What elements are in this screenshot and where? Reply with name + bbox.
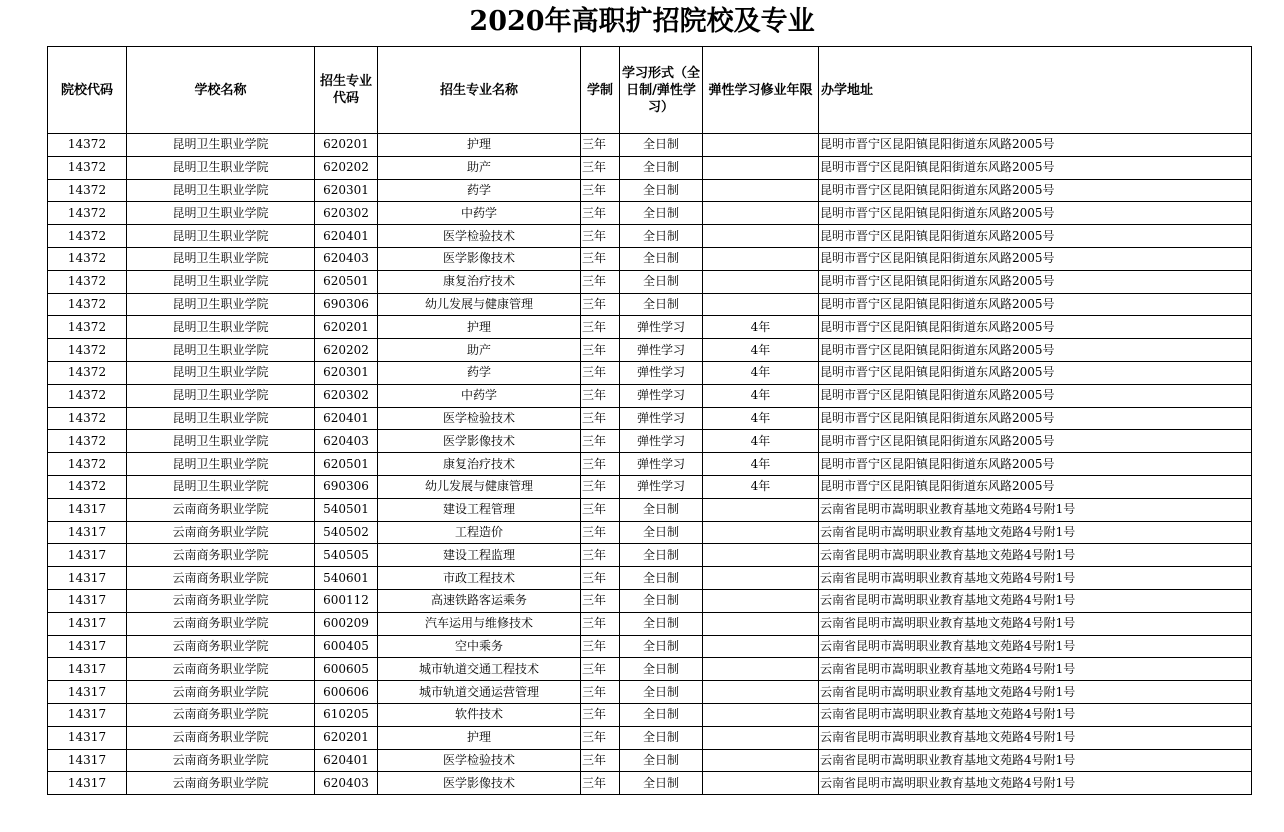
table-row	[48, 384, 1252, 407]
table-row	[48, 156, 1252, 179]
cell-major-name: 康复治疗技术	[378, 270, 581, 293]
cell-school-code: 14372	[48, 202, 127, 225]
cell-major-name: 汽车运用与维修技术	[378, 612, 581, 635]
cell-study-form: 全日制	[620, 703, 703, 726]
cell-major-name: 医学检验技术	[378, 407, 581, 430]
cell-duration: 三年	[581, 544, 620, 567]
cell-school-code: 14372	[48, 430, 127, 453]
cell-flex-years	[703, 179, 819, 202]
cell-flex-years: 4年	[703, 339, 819, 362]
cell-school-name: 云南商务职业学院	[127, 772, 315, 795]
cell-flex-years	[703, 703, 819, 726]
table-row	[48, 225, 1252, 248]
cell-school-code: 14372	[48, 179, 127, 202]
cell-major-code: 600606	[315, 681, 378, 704]
cell-school-code: 14372	[48, 453, 127, 476]
cell-study-form: 弹性学习	[620, 430, 703, 453]
cell-flex-years	[703, 521, 819, 544]
cell-school-name: 云南商务职业学院	[127, 749, 315, 772]
table-header-row	[48, 47, 1252, 134]
cell-major-code: 600112	[315, 589, 378, 612]
cell-major-code: 540502	[315, 521, 378, 544]
cell-study-form: 弹性学习	[620, 475, 703, 498]
cell-address: 昆明市晋宁区昆阳镇昆阳街道东风路2005号	[819, 179, 1252, 202]
cell-flex-years	[703, 247, 819, 270]
cell-school-code: 14372	[48, 225, 127, 248]
cell-study-form: 全日制	[620, 772, 703, 795]
header-duration: 学制	[581, 47, 620, 134]
cell-address: 云南省昆明市嵩明职业教育基地文苑路4号附1号	[819, 567, 1252, 590]
cell-school-name: 昆明卫生职业学院	[127, 247, 315, 270]
table-row	[48, 407, 1252, 430]
cell-major-name: 中药学	[378, 202, 581, 225]
cell-school-code: 14317	[48, 681, 127, 704]
cell-school-name: 昆明卫生职业学院	[127, 293, 315, 316]
cell-address: 云南省昆明市嵩明职业教育基地文苑路4号附1号	[819, 658, 1252, 681]
cell-major-code: 620202	[315, 156, 378, 179]
cell-duration: 三年	[581, 316, 620, 339]
cell-school-code: 14317	[48, 749, 127, 772]
cell-major-name: 助产	[378, 339, 581, 362]
cell-study-form: 弹性学习	[620, 316, 703, 339]
table-row	[48, 247, 1252, 270]
cell-address: 云南省昆明市嵩明职业教育基地文苑路4号附1号	[819, 589, 1252, 612]
table-row	[48, 749, 1252, 772]
cell-school-code: 14317	[48, 544, 127, 567]
cell-study-form: 全日制	[620, 544, 703, 567]
cell-major-name: 幼儿发展与健康管理	[378, 475, 581, 498]
cell-school-name: 昆明卫生职业学院	[127, 407, 315, 430]
cell-address: 云南省昆明市嵩明职业教育基地文苑路4号附1号	[819, 772, 1252, 795]
table-row	[48, 179, 1252, 202]
cell-major-name: 医学影像技术	[378, 247, 581, 270]
cell-major-name: 中药学	[378, 384, 581, 407]
cell-major-name: 幼儿发展与健康管理	[378, 293, 581, 316]
cell-flex-years	[703, 270, 819, 293]
cell-major-name: 城市轨道交通运营管理	[378, 681, 581, 704]
cell-major-name: 医学检验技术	[378, 749, 581, 772]
cell-major-name: 护理	[378, 316, 581, 339]
cell-school-name: 云南商务职业学院	[127, 567, 315, 590]
cell-duration: 三年	[581, 658, 620, 681]
cell-flex-years	[703, 134, 819, 157]
cell-flex-years	[703, 635, 819, 658]
cell-study-form: 全日制	[620, 270, 703, 293]
header-school-code: 院校代码	[48, 47, 127, 134]
cell-major-name: 软件技术	[378, 703, 581, 726]
header-major-code: 招生专业代码	[315, 47, 378, 134]
table-body	[48, 134, 1252, 795]
cell-major-name: 市政工程技术	[378, 567, 581, 590]
cell-major-name: 空中乘务	[378, 635, 581, 658]
cell-major-name: 高速铁路客运乘务	[378, 589, 581, 612]
cell-study-form: 全日制	[620, 521, 703, 544]
cell-duration: 三年	[581, 703, 620, 726]
cell-major-code: 620401	[315, 225, 378, 248]
header-address: 办学地址	[819, 47, 1252, 134]
cell-school-code: 14372	[48, 156, 127, 179]
cell-school-name: 昆明卫生职业学院	[127, 475, 315, 498]
cell-school-name: 昆明卫生职业学院	[127, 134, 315, 157]
cell-duration: 三年	[581, 270, 620, 293]
cell-school-code: 14317	[48, 726, 127, 749]
cell-flex-years	[703, 612, 819, 635]
cell-study-form: 全日制	[620, 293, 703, 316]
cell-study-form: 全日制	[620, 134, 703, 157]
cell-study-form: 全日制	[620, 635, 703, 658]
cell-school-name: 云南商务职业学院	[127, 612, 315, 635]
cell-major-name: 康复治疗技术	[378, 453, 581, 476]
cell-duration: 三年	[581, 567, 620, 590]
table-row	[48, 703, 1252, 726]
cell-school-name: 云南商务职业学院	[127, 635, 315, 658]
cell-flex-years	[703, 726, 819, 749]
cell-study-form: 全日制	[620, 681, 703, 704]
cell-major-code: 600405	[315, 635, 378, 658]
cell-major-code: 620403	[315, 772, 378, 795]
cell-school-name: 昆明卫生职业学院	[127, 316, 315, 339]
cell-major-name: 药学	[378, 361, 581, 384]
cell-flex-years	[703, 589, 819, 612]
cell-major-name: 助产	[378, 156, 581, 179]
cell-address: 昆明市晋宁区昆阳镇昆阳街道东风路2005号	[819, 293, 1252, 316]
cell-address: 昆明市晋宁区昆阳镇昆阳街道东风路2005号	[819, 316, 1252, 339]
table-row	[48, 681, 1252, 704]
cell-major-name: 医学检验技术	[378, 225, 581, 248]
cell-major-name: 建设工程管理	[378, 498, 581, 521]
cell-address: 昆明市晋宁区昆阳镇昆阳街道东风路2005号	[819, 430, 1252, 453]
cell-school-name: 昆明卫生职业学院	[127, 225, 315, 248]
cell-address: 云南省昆明市嵩明职业教育基地文苑路4号附1号	[819, 681, 1252, 704]
cell-school-name: 云南商务职业学院	[127, 703, 315, 726]
cell-major-code: 610205	[315, 703, 378, 726]
cell-school-name: 云南商务职业学院	[127, 544, 315, 567]
cell-school-name: 昆明卫生职业学院	[127, 361, 315, 384]
cell-address: 昆明市晋宁区昆阳镇昆阳街道东风路2005号	[819, 475, 1252, 498]
cell-major-code: 620501	[315, 270, 378, 293]
cell-address: 昆明市晋宁区昆阳镇昆阳街道东风路2005号	[819, 225, 1252, 248]
cell-duration: 三年	[581, 453, 620, 476]
cell-major-name: 工程造价	[378, 521, 581, 544]
cell-school-name: 昆明卫生职业学院	[127, 202, 315, 225]
cell-address: 云南省昆明市嵩明职业教育基地文苑路4号附1号	[819, 703, 1252, 726]
cell-major-name: 城市轨道交通工程技术	[378, 658, 581, 681]
cell-study-form: 弹性学习	[620, 407, 703, 430]
cell-duration: 三年	[581, 225, 620, 248]
cell-major-code: 540601	[315, 567, 378, 590]
cell-school-code: 14372	[48, 384, 127, 407]
cell-study-form: 全日制	[620, 589, 703, 612]
cell-duration: 三年	[581, 475, 620, 498]
cell-study-form: 全日制	[620, 567, 703, 590]
header-major-name: 招生专业名称	[378, 47, 581, 134]
cell-flex-years: 4年	[703, 316, 819, 339]
table-row	[48, 772, 1252, 795]
page-title: 2020年高职扩招院校及专业	[469, 6, 815, 37]
cell-school-code: 14317	[48, 772, 127, 795]
cell-school-code: 14317	[48, 703, 127, 726]
cell-duration: 三年	[581, 134, 620, 157]
cell-major-code: 620301	[315, 361, 378, 384]
cell-duration: 三年	[581, 339, 620, 362]
cell-flex-years	[703, 567, 819, 590]
cell-address: 昆明市晋宁区昆阳镇昆阳街道东风路2005号	[819, 361, 1252, 384]
cell-study-form: 全日制	[620, 247, 703, 270]
cell-study-form: 弹性学习	[620, 339, 703, 362]
cell-duration: 三年	[581, 498, 620, 521]
cell-major-name: 医学影像技术	[378, 430, 581, 453]
cell-duration: 三年	[581, 247, 620, 270]
cell-school-name: 云南商务职业学院	[127, 589, 315, 612]
table-row	[48, 658, 1252, 681]
cell-study-form: 全日制	[620, 658, 703, 681]
table-row	[48, 498, 1252, 521]
cell-address: 昆明市晋宁区昆阳镇昆阳街道东风路2005号	[819, 384, 1252, 407]
cell-major-code: 620302	[315, 384, 378, 407]
cell-major-name: 医学影像技术	[378, 772, 581, 795]
cell-study-form: 全日制	[620, 749, 703, 772]
table-row	[48, 726, 1252, 749]
cell-address: 昆明市晋宁区昆阳镇昆阳街道东风路2005号	[819, 339, 1252, 362]
table-row	[48, 453, 1252, 476]
cell-school-name: 昆明卫生职业学院	[127, 384, 315, 407]
cell-study-form: 全日制	[620, 726, 703, 749]
cell-flex-years: 4年	[703, 430, 819, 453]
cell-school-code: 14372	[48, 293, 127, 316]
cell-study-form: 全日制	[620, 612, 703, 635]
cell-school-code: 14372	[48, 247, 127, 270]
cell-study-form: 弹性学习	[620, 384, 703, 407]
cell-major-code: 620201	[315, 134, 378, 157]
cell-duration: 三年	[581, 612, 620, 635]
cell-flex-years: 4年	[703, 475, 819, 498]
cell-major-code: 620302	[315, 202, 378, 225]
cell-major-code: 540505	[315, 544, 378, 567]
table-row	[48, 270, 1252, 293]
cell-flex-years: 4年	[703, 361, 819, 384]
table-row	[48, 361, 1252, 384]
cell-duration: 三年	[581, 521, 620, 544]
cell-duration: 三年	[581, 156, 620, 179]
header-flex-years: 弹性学习修业年限	[703, 47, 819, 134]
cell-school-name: 云南商务职业学院	[127, 498, 315, 521]
cell-address: 昆明市晋宁区昆阳镇昆阳街道东风路2005号	[819, 247, 1252, 270]
cell-duration: 三年	[581, 749, 620, 772]
table-row	[48, 475, 1252, 498]
cell-school-code: 14372	[48, 316, 127, 339]
cell-major-code: 620401	[315, 749, 378, 772]
cell-school-name: 云南商务职业学院	[127, 681, 315, 704]
cell-flex-years	[703, 498, 819, 521]
table-row	[48, 202, 1252, 225]
cell-school-name: 云南商务职业学院	[127, 658, 315, 681]
cell-study-form: 全日制	[620, 179, 703, 202]
cell-school-code: 14317	[48, 589, 127, 612]
cell-major-code: 620201	[315, 316, 378, 339]
table-row	[48, 567, 1252, 590]
table-row	[48, 589, 1252, 612]
cell-address: 云南省昆明市嵩明职业教育基地文苑路4号附1号	[819, 498, 1252, 521]
cell-study-form: 全日制	[620, 202, 703, 225]
table-row	[48, 544, 1252, 567]
cell-duration: 三年	[581, 589, 620, 612]
cell-school-name: 昆明卫生职业学院	[127, 270, 315, 293]
cell-address: 昆明市晋宁区昆阳镇昆阳街道东风路2005号	[819, 453, 1252, 476]
cell-address: 昆明市晋宁区昆阳镇昆阳街道东风路2005号	[819, 156, 1252, 179]
cell-flex-years	[703, 681, 819, 704]
cell-flex-years	[703, 202, 819, 225]
cell-address: 昆明市晋宁区昆阳镇昆阳街道东风路2005号	[819, 134, 1252, 157]
cell-study-form: 全日制	[620, 225, 703, 248]
cell-school-name: 昆明卫生职业学院	[127, 339, 315, 362]
cell-duration: 三年	[581, 179, 620, 202]
cell-school-name: 昆明卫生职业学院	[127, 179, 315, 202]
cell-school-code: 14372	[48, 407, 127, 430]
table-row	[48, 430, 1252, 453]
cell-address: 云南省昆明市嵩明职业教育基地文苑路4号附1号	[819, 612, 1252, 635]
cell-major-code: 620403	[315, 247, 378, 270]
cell-school-name: 昆明卫生职业学院	[127, 430, 315, 453]
cell-school-code: 14372	[48, 134, 127, 157]
cell-major-code: 620301	[315, 179, 378, 202]
cell-flex-years: 4年	[703, 407, 819, 430]
cell-flex-years	[703, 544, 819, 567]
header-study-form: 学习形式（全日制/弹性学习）	[620, 47, 703, 134]
cell-address: 昆明市晋宁区昆阳镇昆阳街道东风路2005号	[819, 202, 1252, 225]
table-row	[48, 521, 1252, 544]
cell-duration: 三年	[581, 772, 620, 795]
cell-address: 云南省昆明市嵩明职业教育基地文苑路4号附1号	[819, 521, 1252, 544]
cell-school-code: 14372	[48, 475, 127, 498]
cell-study-form: 全日制	[620, 498, 703, 521]
cell-duration: 三年	[581, 407, 620, 430]
cell-school-code: 14317	[48, 521, 127, 544]
cell-major-name: 护理	[378, 726, 581, 749]
cell-major-code: 620202	[315, 339, 378, 362]
cell-address: 昆明市晋宁区昆阳镇昆阳街道东风路2005号	[819, 270, 1252, 293]
cell-address: 云南省昆明市嵩明职业教育基地文苑路4号附1号	[819, 749, 1252, 772]
cell-school-name: 昆明卫生职业学院	[127, 453, 315, 476]
table-row	[48, 316, 1252, 339]
cell-school-code: 14317	[48, 612, 127, 635]
cell-school-code: 14317	[48, 658, 127, 681]
cell-school-code: 14372	[48, 339, 127, 362]
cell-major-code: 600605	[315, 658, 378, 681]
cell-major-code: 620501	[315, 453, 378, 476]
cell-duration: 三年	[581, 726, 620, 749]
cell-major-name: 建设工程监理	[378, 544, 581, 567]
table-row	[48, 339, 1252, 362]
cell-duration: 三年	[581, 430, 620, 453]
cell-duration: 三年	[581, 681, 620, 704]
cell-major-code: 690306	[315, 475, 378, 498]
cell-address: 昆明市晋宁区昆阳镇昆阳街道东风路2005号	[819, 407, 1252, 430]
cell-school-code: 14317	[48, 635, 127, 658]
cell-flex-years	[703, 156, 819, 179]
cell-major-code: 690306	[315, 293, 378, 316]
cell-study-form: 弹性学习	[620, 361, 703, 384]
cell-address: 云南省昆明市嵩明职业教育基地文苑路4号附1号	[819, 726, 1252, 749]
cell-school-code: 14372	[48, 270, 127, 293]
cell-school-code: 14317	[48, 567, 127, 590]
cell-flex-years: 4年	[703, 453, 819, 476]
cell-school-name: 云南商务职业学院	[127, 726, 315, 749]
cell-major-code: 620403	[315, 430, 378, 453]
cell-flex-years	[703, 772, 819, 795]
cell-flex-years: 4年	[703, 384, 819, 407]
cell-major-code: 540501	[315, 498, 378, 521]
cell-major-code: 600209	[315, 612, 378, 635]
cell-study-form: 弹性学习	[620, 453, 703, 476]
cell-flex-years	[703, 749, 819, 772]
cell-major-name: 护理	[378, 134, 581, 157]
cell-flex-years	[703, 293, 819, 316]
enrollment-table	[47, 46, 1252, 795]
cell-major-code: 620201	[315, 726, 378, 749]
cell-duration: 三年	[581, 202, 620, 225]
cell-school-code: 14372	[48, 361, 127, 384]
cell-duration: 三年	[581, 635, 620, 658]
cell-school-code: 14317	[48, 498, 127, 521]
cell-address: 云南省昆明市嵩明职业教育基地文苑路4号附1号	[819, 544, 1252, 567]
cell-flex-years	[703, 225, 819, 248]
cell-flex-years	[703, 658, 819, 681]
table-row	[48, 635, 1252, 658]
cell-major-name: 药学	[378, 179, 581, 202]
cell-duration: 三年	[581, 293, 620, 316]
cell-major-code: 620401	[315, 407, 378, 430]
table-row	[48, 134, 1252, 157]
header-school-name: 学校名称	[127, 47, 315, 134]
cell-address: 云南省昆明市嵩明职业教育基地文苑路4号附1号	[819, 635, 1252, 658]
cell-duration: 三年	[581, 384, 620, 407]
cell-duration: 三年	[581, 361, 620, 384]
table-row	[48, 612, 1252, 635]
cell-study-form: 全日制	[620, 156, 703, 179]
cell-school-name: 昆明卫生职业学院	[127, 156, 315, 179]
table-row	[48, 293, 1252, 316]
cell-school-name: 云南商务职业学院	[127, 521, 315, 544]
